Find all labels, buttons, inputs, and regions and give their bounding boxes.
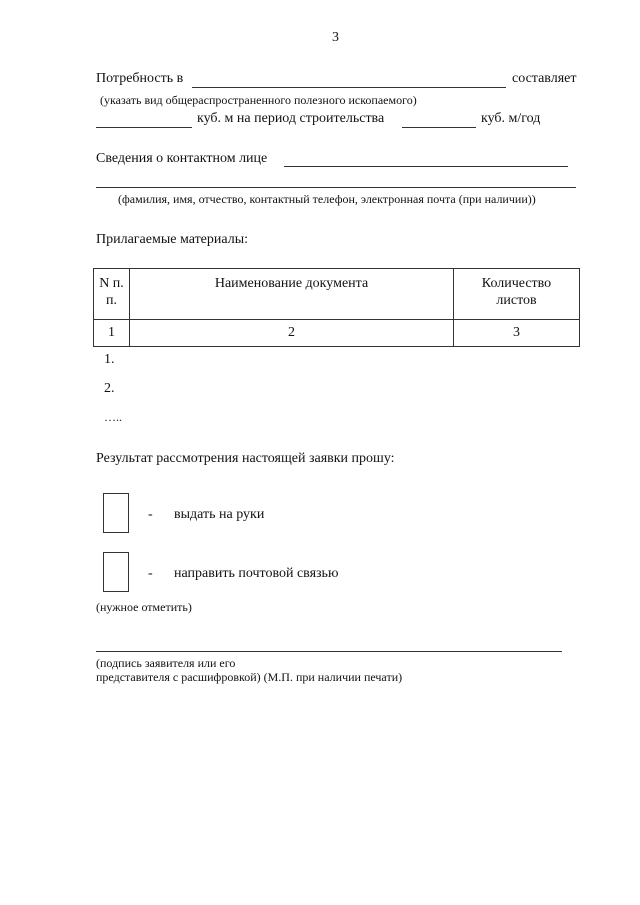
signature-caption-1: (подпись заявителя или его [96, 656, 236, 670]
contact-hint: (фамилия, имя, отчество, контактный телефон, электронная почта (при наличии)) [118, 192, 536, 206]
need-mineral-blank[interactable] [192, 87, 506, 88]
option-hand-delivery-label: выдать на руки [174, 507, 265, 522]
need-suffix: составляет [512, 71, 577, 86]
rate-unit: куб. м/год [481, 111, 541, 126]
header-sheets: Количество листов [454, 269, 580, 320]
list-item: 2. [104, 381, 115, 396]
result-note: (нужное отметить) [96, 600, 192, 614]
table-row [94, 320, 580, 347]
header-doc-name: Наименование документа [130, 269, 454, 320]
hand-delivery-checkbox[interactable] [103, 493, 129, 533]
option-dash: - [148, 566, 153, 581]
cell-sheets: 3 [454, 320, 580, 347]
rate-blank[interactable] [402, 127, 476, 128]
need-hint: (указать вид общераспространенного полезного ископаемого) [100, 93, 417, 107]
volume-unit: куб. м на период строительства [197, 111, 385, 126]
cell-number: 1 [94, 320, 130, 347]
header-number: N п.п. [94, 269, 130, 320]
signature-line[interactable] [96, 651, 562, 652]
materials-title: Прилагаемые материалы: [96, 232, 249, 247]
list-item: 1. [104, 352, 115, 367]
cell-doc-name: 2 [130, 320, 454, 347]
signature-caption-2: представителя с расшифровкой) (М.П. при наличии печати) [96, 670, 403, 684]
list-item: ….. [104, 410, 122, 424]
materials-table [93, 268, 580, 347]
volume-blank[interactable] [96, 127, 192, 128]
table-header-row [94, 269, 580, 320]
option-dash: - [148, 507, 153, 522]
postal-delivery-checkbox[interactable] [103, 552, 129, 592]
contact-label: Сведения о контактном лице [96, 151, 268, 166]
contact-blank-line-2[interactable] [96, 187, 576, 188]
result-title: Результат рассмотрения настоящей заявки прошу: [96, 451, 395, 466]
page-number: 3 [332, 30, 339, 45]
option-postal-delivery-label: направить почтовой связью [174, 566, 339, 581]
need-label: Потребность в [96, 71, 184, 86]
contact-blank[interactable] [284, 166, 568, 167]
